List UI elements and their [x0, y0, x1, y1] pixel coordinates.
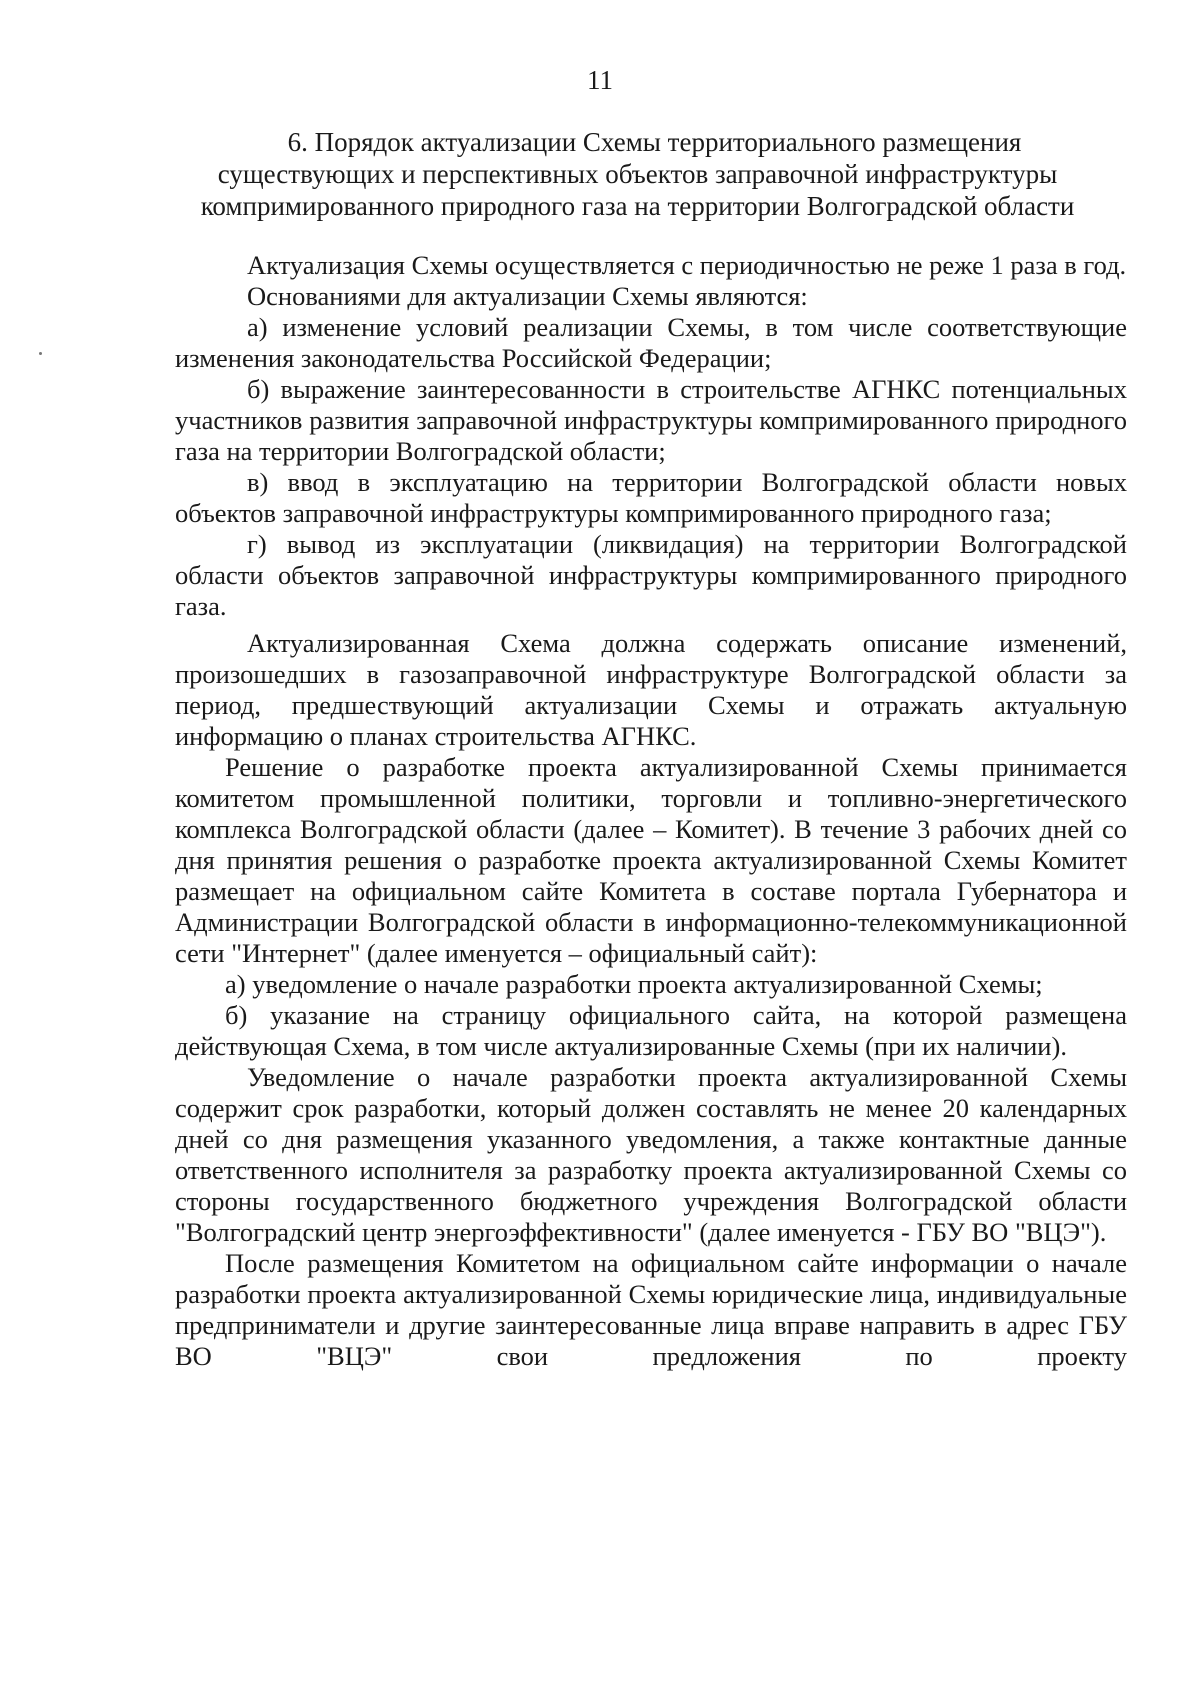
- heading-line: существующих и перспективных объектов заправочной инфраструктуры: [217, 159, 1058, 189]
- list-item: б) указание на страницу официального сайта, на которой размещена действующая Схема, в том числе актуализированные Схемы (при их наличии).: [175, 1000, 1127, 1061]
- paragraph: Уведомление о начале разработки проекта актуализированной Схемы содержит срок разработки, который должен составлять не менее 20 календарных дней со дня размещения указанного уведомления, а также контактные данные ответственного исполнителя за разработку проекта актуализированной Схемы со стороны государственного бюджетного учреждения Волгоградской области "Волгоградский центр энергоэффективности" (далее именуется - ГБУ ВО "ВЦЭ").: [175, 1062, 1127, 1247]
- paragraph: Основаниями для актуализации Схемы являются:: [247, 281, 808, 311]
- section-heading: [165, 126, 1110, 222]
- list-item: в) ввод в эксплуатацию на территории Волгоградской области новых объектов заправочной инфраструктуры компримированного природного газа;: [175, 467, 1127, 528]
- list-item: г) вывод из эксплуатации (ликвидация) на территории Волгоградской области объектов заправочной инфраструктуры компримированного природного газа.: [175, 529, 1127, 621]
- paragraph: Актуализация Схемы осуществляется с периодичностью не реже 1 раза в год.: [247, 250, 1127, 280]
- paragraph: Актуализированная Схема должна содержать описание изменений, произошедших в газозаправочной инфраструктуре Волгоградской области за период, предшествующий актуализации Схемы и отражать актуальную информацию о планах строительства АГНКС.: [175, 628, 1127, 751]
- paragraph: Решение о разработке проекта актуализированной Схемы принимается комитетом промышленной политики, торговли и топливно-энергетического комплекса Волгоградской области (далее – Комитет). В течение 3 рабочих дней со дня принятия решения о разработке проекта актуализированной Схемы Комитет размещает на официальном сайте Комитета в составе портала Губернатора и Администрации Волгоградской области в информационно-телекоммуникационной сети "Интернет" (далее именуется – официальный сайт):: [175, 752, 1127, 968]
- list-item: б) выражение заинтересованности в строительстве АГНКС потенциальных участников развития заправочной инфраструктуры компримированного природного газа на территории Волгоградской области;: [175, 374, 1127, 466]
- page-number: 11: [587, 65, 613, 95]
- scan-speck: [39, 352, 42, 355]
- heading-line: 6. Порядок актуализации Схемы территориального размещения: [287, 127, 1022, 157]
- heading-line: компримированного природного газа на территории Волгоградской области: [200, 191, 1075, 221]
- body-text: [175, 250, 1127, 1372]
- list-item: а) изменение условий реализации Схемы, в том числе соответствующие изменения законодательства Российской Федерации;: [175, 312, 1127, 373]
- list-item: а) уведомление о начале разработки проекта актуализированной Схемы;: [225, 969, 1043, 999]
- paragraph: После размещения Комитетом на официальном сайте информации о начале разработки проекта актуализированной Схемы юридические лица, индивидуальные предприниматели и другие заинтересованные лица вправе направить в адрес ГБУ ВО "ВЦЭ" свои предложения по проекту: [175, 1248, 1127, 1371]
